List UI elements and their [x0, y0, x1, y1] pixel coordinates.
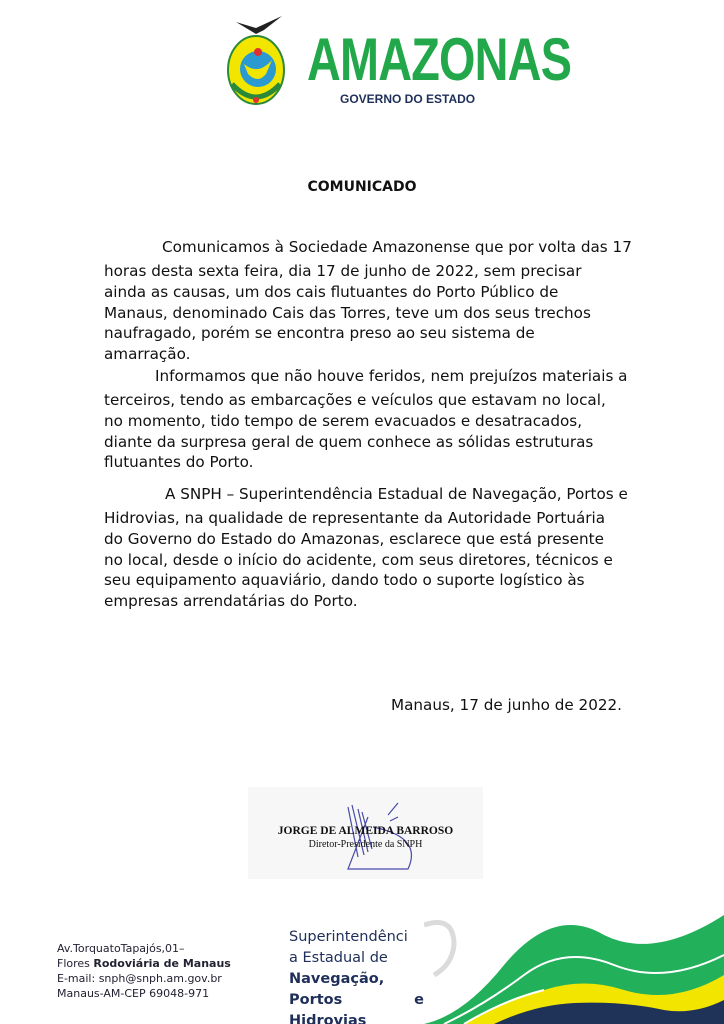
address-line: Av.TorquatoTapajós,01–	[57, 942, 185, 955]
body-text-line: no momento, tido tempo de serem evacuados e desatracados,	[104, 411, 583, 430]
body-text-line: naufragado, porém se encontra preso ao seu sistema de	[104, 324, 535, 343]
logo-subtitle: GOVERNO DO ESTADO	[340, 92, 476, 106]
body-text-line: Informamos que não houve feridos, nem prejuízos materiais a	[155, 367, 628, 385]
body-text-line: empresas arrendatárias do Porto.	[104, 592, 358, 611]
agency-line: Portos	[289, 992, 343, 1008]
body-text-line: horas desta sexta feira, dia 17 de junho de 2022, sem precisar	[104, 262, 582, 280]
footer-agency-name	[289, 927, 424, 1024]
date-line: Manaus, 17 de junho de 2022.	[391, 696, 623, 714]
footer-email: E-mail: snph@snph.am.gov.br	[57, 972, 222, 985]
address-line: Flores	[57, 957, 94, 970]
document-title: COMUNICADO	[307, 179, 417, 195]
body-text-line: amarração.	[104, 345, 191, 364]
body-text-line: flutuantes do Porto.	[104, 453, 254, 472]
body-text-line: ainda as causas, um dos cais flutuantes do Porto Público de	[104, 282, 559, 301]
coat-of-arms-icon	[224, 14, 288, 116]
footer-cep: Manaus-AM-CEP 69048-971	[57, 987, 210, 1000]
signatory-role: Diretor-Presidente da SNPH	[308, 839, 423, 850]
agency-line: a Estadual de	[289, 950, 388, 966]
logo-title: AMAZONAS	[307, 26, 572, 93]
agency-line: e	[414, 992, 424, 1008]
body-text-line: Manaus, denominado Cais das Torres, teve um dos seus trechos	[104, 303, 591, 322]
address-bold: Rodoviária de Manaus	[93, 957, 231, 970]
signatory-name: JORGE DE ALMEIDA BARROSO	[277, 825, 454, 837]
footer-address	[57, 941, 231, 1001]
agency-line: Hidrovias	[289, 1013, 367, 1024]
body-text-line: A SNPH – Superintendência Estadual de Navegação, Portos e	[165, 485, 628, 503]
body-text-line: diante da surpresa geral de quem conhece as sólidas estruturas	[104, 432, 594, 451]
signature-block	[248, 787, 483, 879]
body-text-line: terceiros, tendo as embarcações e veículos que estavam no local,	[104, 391, 606, 409]
body-text-line: Comunicamos à Sociedade Amazonense que por volta das 17	[162, 238, 632, 256]
body-text-line: Hidrovias, na qualidade de representante da Autoridade Portuária	[104, 509, 606, 527]
body-text-line: no local, desde o início do acidente, com seus diretores, técnicos e	[104, 550, 613, 569]
body-text-line: seu equipamento aquaviário, dando todo o suporte logístico às	[104, 571, 585, 590]
agency-line: Navegação,	[289, 971, 385, 987]
agency-line: Superintendênci	[289, 929, 408, 945]
body-text-line: do Governo do Estado do Amazonas, esclarece que está presente	[104, 529, 604, 548]
handwritten-signature-icon	[328, 797, 438, 877]
footer-wave-graphic	[424, 905, 724, 1024]
